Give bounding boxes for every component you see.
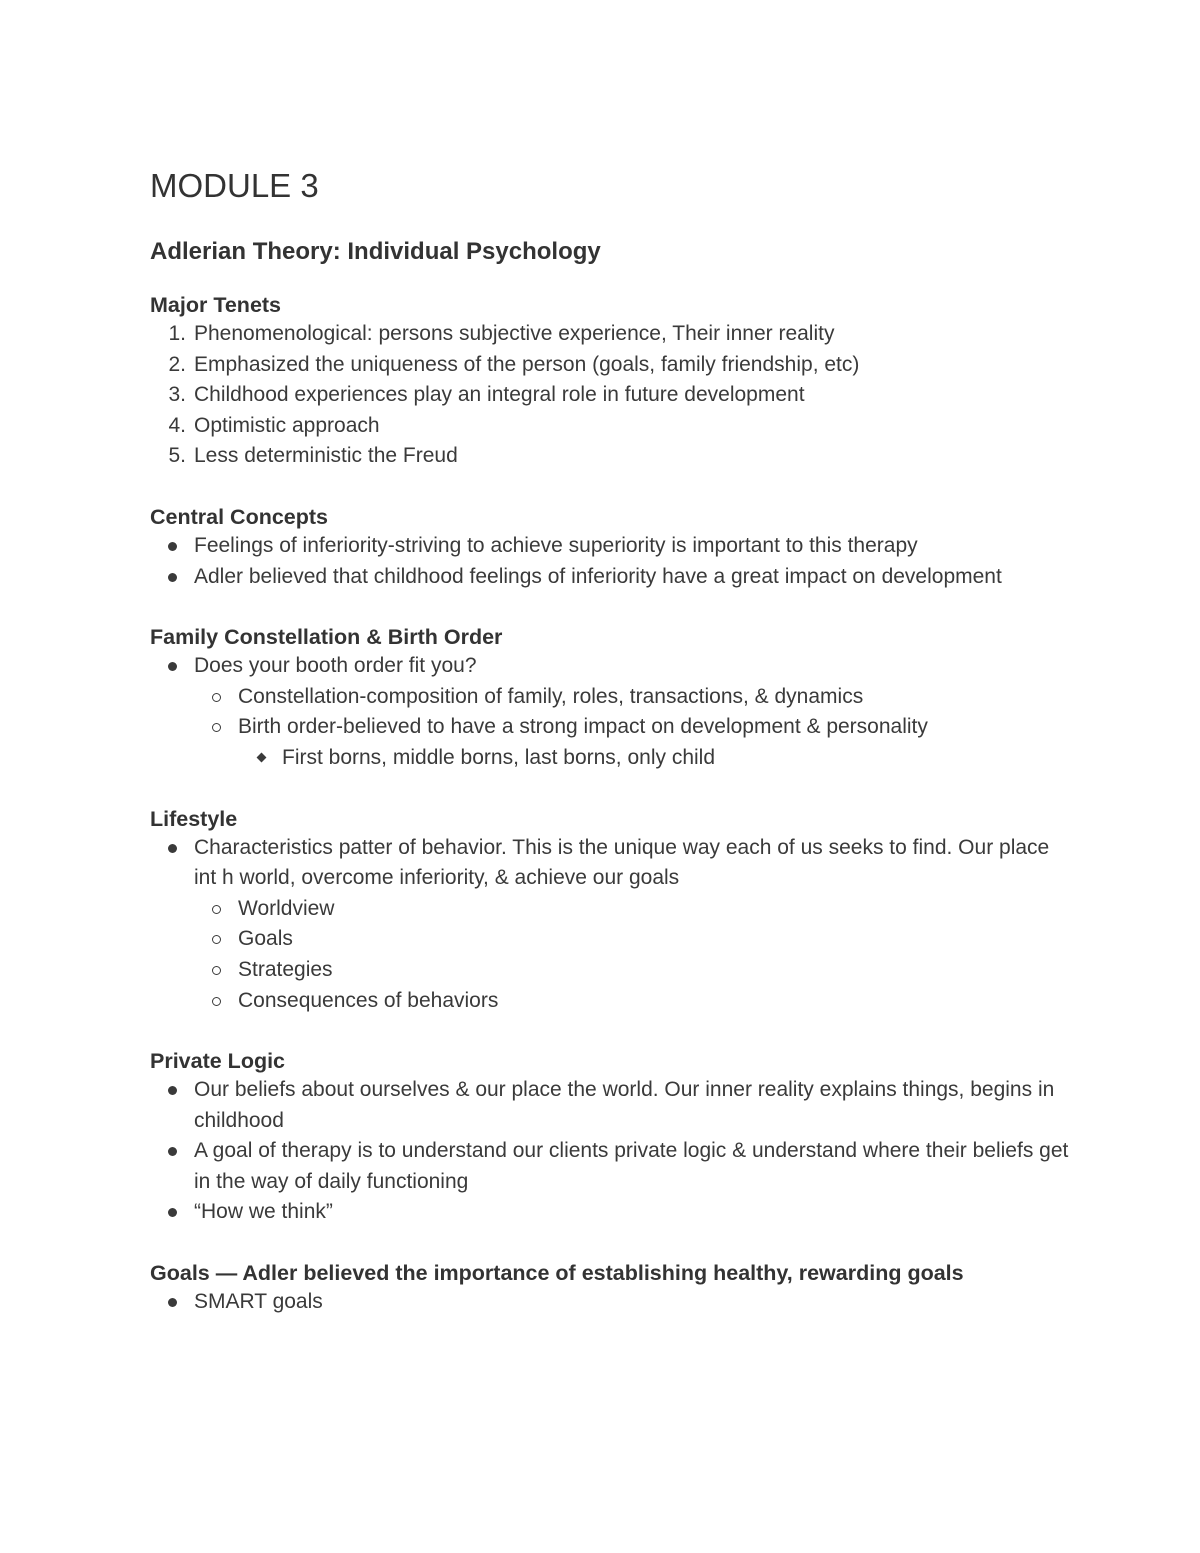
bullet-icon [168,1147,177,1156]
list-item-text: Childhood experiences play an integral role in future development [194,383,805,407]
list-item-text: Feelings of inferiority-striving to achieve superiority is important to this therapy [194,533,918,557]
list-item [150,319,1070,350]
section-central-concepts [150,503,1070,592]
theory-title: Adlerian Theory: Individual Psychology [150,238,601,265]
sub-list-item [194,712,1070,773]
list-number: 1. [168,322,186,345]
list-item [150,1075,1070,1136]
hollow-bullet-icon [212,997,221,1006]
sub-list-item [194,986,1070,1017]
list-item-text: Strategies [238,957,333,981]
section-title: Major Tenets [150,293,282,317]
list-item-text: Our beliefs about ourselves & our place the world. Our inner reality explains things, begins in childhood [194,1078,1055,1132]
list-item-text: Optimistic approach [194,413,380,437]
hollow-bullet-icon [212,693,221,702]
section-family-constellation [150,623,1070,773]
list-item-text: A goal of therapy is to understand our clients private logic & understand where their beliefs get in the way of daily functioning [194,1139,1069,1193]
list-item [150,833,1070,1017]
sub-list-item [194,894,1070,925]
sub-bullet-list [194,682,1070,774]
list-number: 5. [168,444,186,468]
list-item-text: Birth order-believed to have a strong impact on development & personality [238,715,928,739]
list-item-text: Worldview [238,896,335,920]
list-item [150,350,1070,381]
list-item-text: SMART goals [194,1290,323,1314]
bullet-icon [168,542,177,551]
section-goals [150,1259,1070,1318]
bullet-icon [168,844,177,853]
list-item [150,441,1070,472]
list-item [150,1197,1070,1228]
bullet-list [150,531,1070,592]
list-item-text: First borns, middle borns, last borns, only child [282,745,716,769]
bullet-icon [168,662,177,671]
bullet-icon [168,1086,177,1095]
list-item [150,562,1070,593]
bullet-list [150,1287,1070,1318]
list-item [150,411,1070,442]
sub-bullet-list [194,894,1070,1016]
hollow-bullet-icon [212,966,221,975]
sub-list-item [194,924,1070,955]
section-title: Goals — Adler believed the importance of establishing healthy, rewarding goals [150,1261,964,1286]
section-title: Family Constellation & Birth Order [150,625,503,650]
sub-list-item [194,682,1070,713]
section-title: Lifestyle [150,806,238,831]
sub-sub-list-item [238,743,1070,774]
list-item [150,1136,1070,1197]
list-item-text: Adler believed that childhood feelings of inferiority have a great impact on development [194,564,1002,588]
list-item [150,651,1070,773]
list-item-text: Consequences of behaviors [238,988,499,1012]
list-item-text: “How we think” [194,1200,333,1224]
section-title: Private Logic [150,1049,286,1074]
sub-sub-bullet-list [238,743,1070,774]
bullet-icon [168,1208,177,1217]
list-item-text: Does your booth order fit you? [194,654,477,678]
list-number: 2. [168,352,186,376]
section-lifestyle [150,805,1070,1017]
hollow-bullet-icon [212,723,221,732]
hollow-bullet-icon [212,905,221,914]
list-item [150,1287,1070,1318]
module-title: MODULE 3 [150,167,319,204]
numbered-list [150,319,1070,472]
list-item-text: Goals [238,927,293,951]
list-item [150,380,1070,411]
section-title: Central Concepts [150,504,329,529]
diamond-bullet-icon [257,752,267,762]
bullet-icon [168,1298,177,1307]
sub-list-item [194,955,1070,986]
section-major-tenets [150,291,1070,472]
list-item-text: Characteristics patter of behavior. This is the unique way each of us seeks to find. Our place int h world, overcome inferiority, & achieve our goals [194,835,1050,890]
section-private-logic [150,1047,1070,1228]
document-page [150,164,1070,1318]
list-number: 3. [168,383,186,407]
list-number: 4. [168,413,186,437]
bullet-list [150,833,1070,1017]
list-item-text: Less deterministic the Freud [194,444,458,468]
list-item-text: Constellation-composition of family, roles, transactions, & dynamics [238,684,864,708]
bullet-list [150,651,1070,773]
hollow-bullet-icon [212,935,221,944]
bullet-icon [168,573,177,582]
list-item-text: Emphasized the uniqueness of the person (goals, family friendship, etc) [194,352,860,376]
bullet-list [150,1075,1070,1228]
list-item [150,531,1070,562]
list-item-text: Phenomenological: persons subjective experience, Their inner reality [194,322,835,345]
